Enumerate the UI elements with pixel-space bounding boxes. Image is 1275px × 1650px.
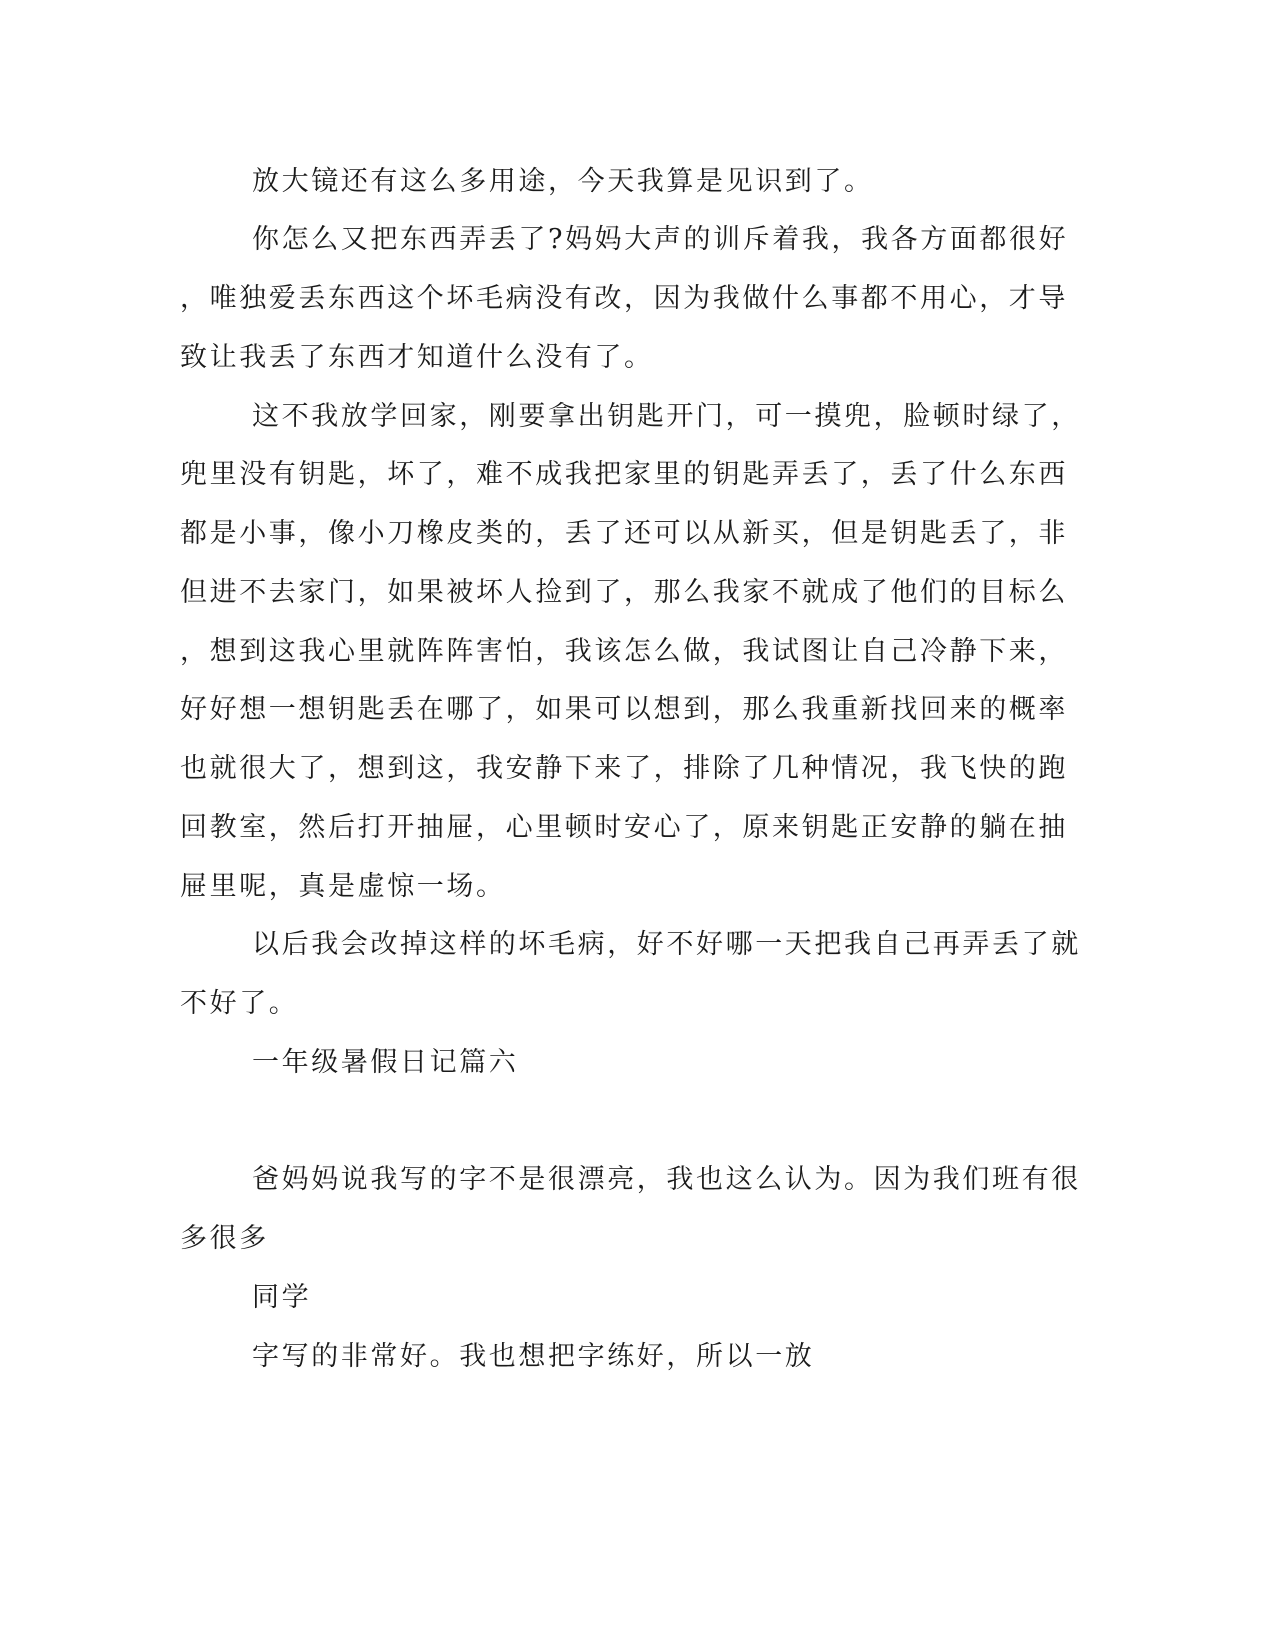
text-line: 字写的非常好。我也想把字练好，所以一放 — [252, 1341, 815, 1372]
text-line: 兜里没有钥匙，坏了，难不成我把家里的钥匙弄丢了，丢了什么东西 — [180, 459, 1068, 490]
text-line: ，想到这我心里就阵阵害怕，我该怎么做，我试图让自己冷静下来， — [180, 636, 1068, 667]
text-line: 爸妈妈说我写的字不是很漂亮，我也这么认为。因为我们班有很 — [252, 1164, 1081, 1195]
text-line: 好好想一想钥匙丢在哪了，如果可以想到，那么我重新找回来的概率 — [180, 694, 1068, 725]
section-heading: 一年级暑假日记篇六 — [252, 1047, 519, 1078]
text-line: 回教室，然后打开抽屉，心里顿时安心了，原来钥匙正安静的躺在抽 — [180, 812, 1068, 843]
text-line: 都是小事，像小刀橡皮类的，丢了还可以从新买，但是钥匙丢了，非 — [180, 518, 1068, 549]
text-line: 致让我丢了东西才知道什么没有了。 — [180, 342, 654, 373]
text-line: 也就很大了，想到这，我安静下来了，排除了几种情况，我飞快的跑 — [180, 753, 1068, 784]
text-line: 屉里呢，真是虚惊一场。 — [180, 871, 506, 902]
text-line: 不好了。 — [180, 988, 299, 1019]
text-line: 这不我放学回家，刚要拿出钥匙开门，可一摸兜，脸顿时绿了， — [252, 401, 1081, 432]
text-line: 以后我会改掉这样的坏毛病，好不好哪一天把我自己再弄丢了就 — [252, 929, 1081, 960]
text-line: 同学 — [252, 1282, 312, 1313]
text-line: 放大镜还有这么多用途，今天我算是见识到了。 — [252, 166, 874, 197]
text-line: 多很多 — [180, 1223, 269, 1254]
text-line: 你怎么又把东西弄丢了?妈妈大声的训斥着我，我各方面都很好 — [252, 224, 1069, 255]
text-line: ，唯独爱丢东西这个坏毛病没有改，因为我做什么事都不用心，才导 — [180, 283, 1068, 314]
text-line: 但进不去家门，如果被坏人捡到了，那么我家不就成了他们的目标么 — [180, 577, 1068, 608]
